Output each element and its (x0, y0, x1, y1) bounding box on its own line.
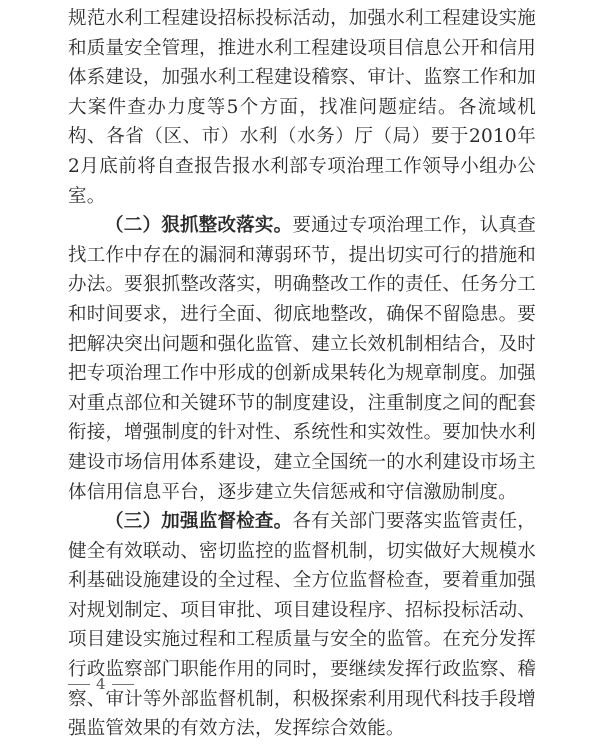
paragraph-body: 要通过专项治理工作，认真查找工作中存在的漏洞和薄弱环节，提出切实可行的措施和办法。要狠抓整改落实，明确整改工作的责任、任务分工和时间要求，进行全面、彻底地整改，确保不留隐患。要把解决突出问题和强化监管、建立长效机制相结合，及时把专项治理工作中形成的创新成果转化为规章制度。加强对重点部位和关键环节的制度建设，注重制度之间的配套衔接，增强制度的针对性、系统性和实效性。要加快水利建设市场信用体系建设，建立全国统一的水利建设市场主体信用信息平台，逐步建立失信惩戒和守信激励制度。 (68, 215, 536, 503)
paragraph-body: 规范水利工程建设招标投标活动，加强水利工程建设实施和质量安全管理，推进水利工程建设项目信息公开和信用体系建设，加强水利工程建设稽察、审计、监察工作和加大案件查办力度等5个方面，找准问题症结。各流域机构、各省（区、市）水利（水务）厅（局）要于2010年2月底前将自查报告报水利部专项治理工作领导小组办公室。 (68, 8, 536, 207)
paragraph-rectification (68, 211, 536, 507)
page-footer (68, 675, 134, 693)
paragraph-body: 各有关部门要落实监管责任，健全有效联动、密切监控的监督机制，切实做好大规模水利基础设施建设的全过程、全方位监督检查，要着重加强对规划制定、项目审批、项目建设程序、招标投标活动、项目建设实施过程和工程质量与安全的监管。在充分发挥行政监察部门职能作用的同时，要继续发挥行政监察、稽察、审计等外部监督机制，积极探索利用现代科技手段增强监管效果的有效方法，发挥综合效能。 (68, 511, 536, 740)
footer-dash-right (112, 684, 134, 685)
footer-dash-left (68, 684, 90, 685)
paragraph-heading: （三）加强监督检查。 (105, 511, 293, 533)
page-number: 4 (96, 675, 106, 693)
paragraph-continued (68, 4, 536, 211)
paragraph-heading: （二）狠抓整改落实。 (105, 215, 293, 237)
paragraph-supervision (68, 507, 536, 744)
